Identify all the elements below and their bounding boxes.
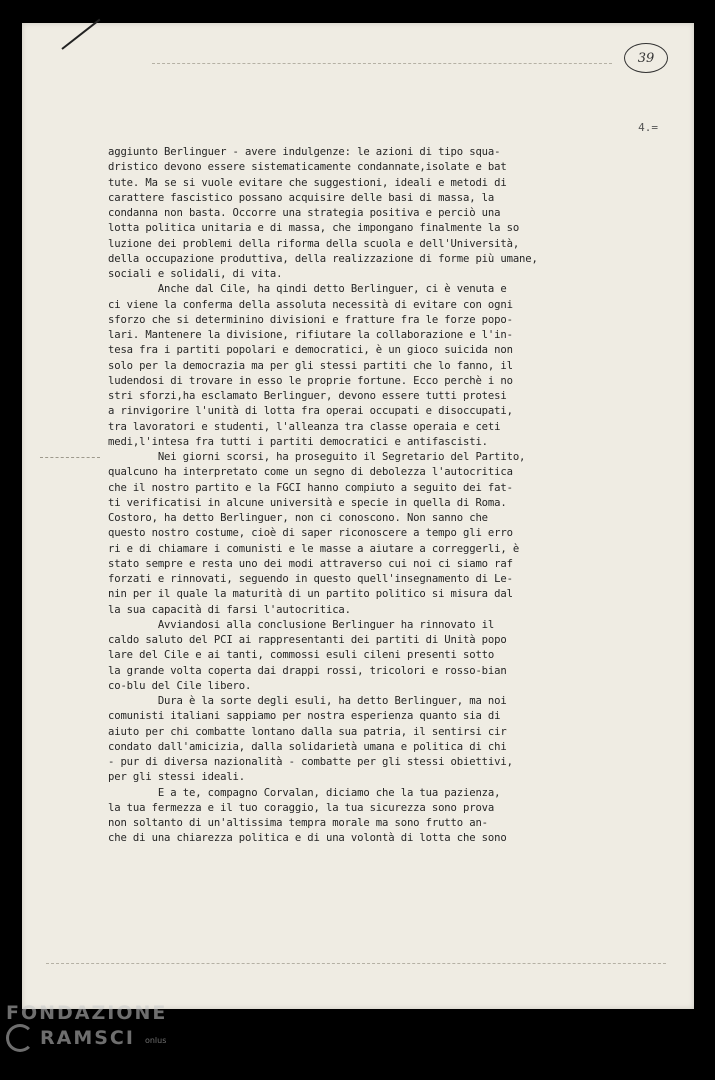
- text-line: che il nostro partito e la FGCI hanno compiuto a seguito dei fat-: [108, 481, 513, 494]
- top-dashed-rule: [152, 63, 612, 64]
- text-line: stri sforzi,ha esclamato Berlinguer, devono essere tutti protesi: [108, 390, 507, 402]
- text-line: condanna non basta. Occorre una strategia positiva e perciò una: [108, 207, 501, 219]
- watermark-small-text: onlus: [144, 1036, 167, 1045]
- text-line: la tua fermezza e il tuo coraggio, la tua sicurezza sono prova: [108, 801, 495, 814]
- text-line: - pur di diversa nazionalità - combatte per gli stessi obiettivi,: [108, 756, 513, 768]
- text-line: ludendosi di trovare in esso le proprie fortune. Ecco perchè i no: [108, 374, 513, 387]
- text-line: tute. Ma se si vuole evitare che suggestioni, ideali e metodi di: [108, 176, 507, 189]
- text-line: carattere fascistico possano acquisire delle basi di massa, la: [108, 191, 495, 204]
- text-line: a rinvigorire l'unità di lotta fra operai occupati e disoccupati,: [108, 405, 513, 418]
- text-line: forzati e rinnovati, seguendo in questo quell'insegnamento di Le-: [108, 573, 513, 585]
- text-line: Nei giorni scorsi, ha proseguito il Segretario del Partito,: [108, 451, 526, 463]
- text-line: nin per il quale la maturità di un partito politico si misura dal: [108, 588, 513, 601]
- text-line: la grande volta coperta dai drappi rossi, tricolori e rosso-bian: [108, 664, 507, 677]
- text-line: comunisti italiani sappiamo per nostra esperienza quanto sia di: [108, 710, 501, 723]
- text-line: E a te, compagno Corvalan, diciamo che la tua pazienza,: [108, 786, 501, 799]
- text-line: lare del Cile e ai tanti, commossi esuli cileni presenti sotto: [108, 649, 495, 662]
- text-line: ci viene la conferma della assoluta necessità di evitare con ogni: [108, 298, 513, 311]
- text-line: Dura è la sorte degli esuli, ha detto Berlinguer, ma noi: [108, 695, 507, 707]
- text-line: per gli stessi ideali.: [108, 771, 246, 784]
- text-line: la sua capacità di farsi l'autocritica.: [108, 603, 351, 616]
- sheet-number: 4.=: [638, 121, 658, 134]
- watermark-line-1: FONDAZIONE: [6, 1002, 168, 1024]
- bottom-dashed-rule: [46, 963, 666, 964]
- corner-pen-mark: [61, 19, 100, 50]
- text-line: aiuto per chi combatte lontano dalla sua patria, il sentirsi cir: [108, 725, 507, 738]
- watermark-line-2: RAMSCI: [40, 1027, 135, 1049]
- text-line: medi,l'intesa fra tutti i partiti democratici e antifascisti.: [108, 435, 488, 448]
- text-line: tesa fra i partiti popolari e democratici, è un gioco suicida non: [108, 344, 513, 357]
- text-line: qualcuno ha interpretato come un segno di debolezza l'autocritica: [108, 466, 513, 479]
- margin-dashed-mark: [40, 457, 100, 458]
- archive-watermark: [6, 1002, 167, 1052]
- text-line: aggiunto Berlinguer - avere indulgenze: le azioni di tipo squa-: [108, 146, 501, 158]
- watermark-line-2-row: [28, 1024, 167, 1052]
- text-line: ti verificatisi in alcune università e specie in quella di Roma.: [108, 496, 507, 509]
- text-line: della occupazione produttiva, della realizzazione di forme più umane,: [108, 252, 538, 265]
- circled-page-number: 39: [624, 43, 668, 73]
- text-line: luzione dei problemi della riforma della scuola e dell'Università,: [108, 237, 520, 250]
- typewritten-body: [108, 145, 678, 847]
- text-line: Costoro, ha detto Berlinguer, non ci conoscono. Non sanno che: [108, 512, 488, 524]
- text-line: dristico devono essere sistematicamente condannate,isolate e bat: [108, 161, 507, 174]
- text-line: sforzo che si determinino divisioni e fratture fra le forze popo-: [108, 313, 513, 326]
- text-line: condato dall'amicizia, dalla solidarietà umana e politica di chi: [108, 740, 507, 753]
- text-line: questo nostro costume, cioè di saper riconoscere a tempo gli erro: [108, 527, 513, 540]
- text-line: lari. Mantenere la divisione, rifiutare la collaborazione e l'in-: [108, 329, 513, 341]
- text-line: tra lavoratori e studenti, l'alleanza tra classe operaia e ceti: [108, 420, 501, 433]
- document-sheet: [22, 23, 694, 1009]
- watermark-g-logo-icon: [6, 1024, 34, 1052]
- text-line: Avviandosi alla conclusione Berlinguer ha rinnovato il: [108, 618, 495, 631]
- text-line: lotta politica unitaria e di massa, che impongano finalmente la so: [108, 222, 520, 235]
- text-line: non soltanto di un'altissima tempra morale ma sono frutto an-: [108, 817, 488, 829]
- text-line: sociali e solidali, di vita.: [108, 268, 283, 280]
- text-line: solo per la democrazia ma per gli stessi partiti che lo fanno, il: [108, 359, 513, 372]
- text-line: Anche dal Cile, ha qindi detto Berlinguer, ci è venuta e: [108, 283, 507, 296]
- text-line: co-blu del Cile libero.: [108, 679, 252, 692]
- text-line: caldo saluto del PCI ai rappresentanti dei partiti di Unità popo: [108, 634, 507, 646]
- text-line: ri e di chiamare i comunisti e le masse a aiutare a correggerli, è: [108, 542, 520, 555]
- text-line: stato sempre e resta uno dei modi attraverso cui noi ci siamo raf: [108, 557, 513, 570]
- text-line: che di una chiarezza politica e di una volontà di lotta che sono: [108, 832, 507, 845]
